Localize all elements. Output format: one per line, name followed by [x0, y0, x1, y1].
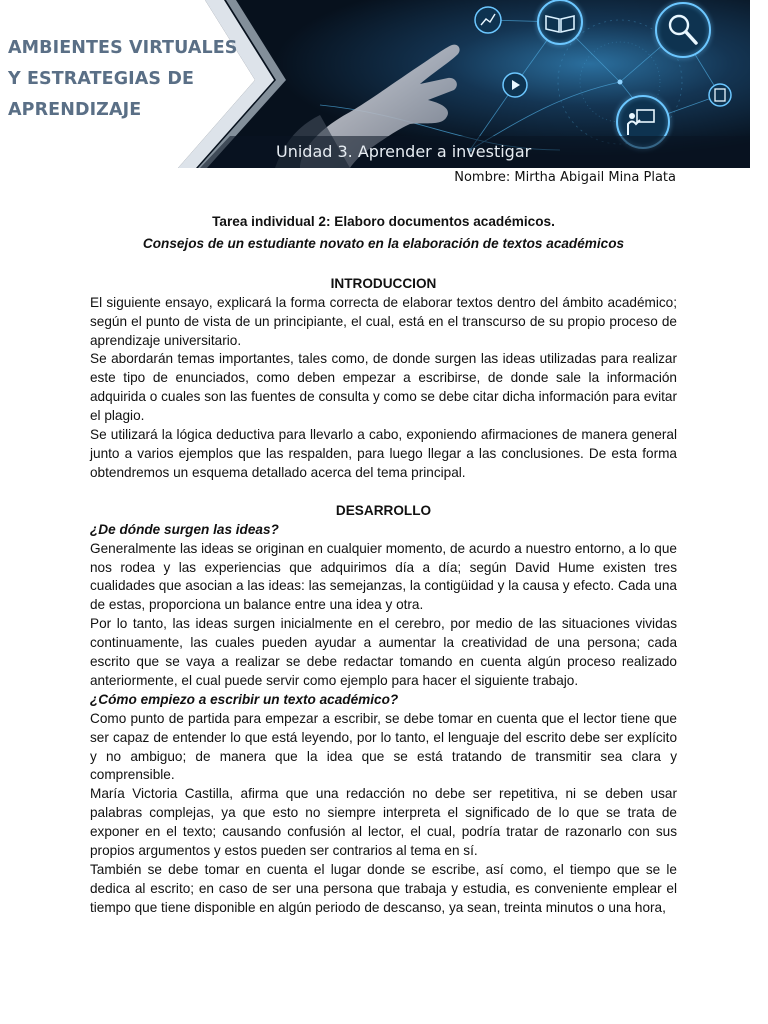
course-title-line-2: Y ESTRATEGIAS DE: [8, 69, 195, 89]
document-icon: [709, 84, 731, 106]
student-name: Nombre: Mirtha Abigail Mina Plata: [454, 170, 676, 185]
introduction-paragraph: El siguiente ensayo, explicará la forma correcta de elaborar textos dentro del ámbito académico; según el punto de vista de un principiante, el cual, está en el transcurso de su propio proceso de aprendizaje universitario.: [90, 294, 677, 348]
task-title: Tarea individual 2: Elaboro documentos académicos.: [212, 214, 555, 229]
task-subtitle: Consejos de un estudiante novato en la elaboración de textos académicos: [142, 235, 625, 251]
book-icon: [538, 0, 582, 44]
course-title: [8, 33, 238, 126]
question-heading: ¿Cómo empiezo a escribir un texto académico?: [90, 691, 399, 707]
introduction-paragraph: Se utilizará la lógica deductiva para llevarlo a cabo, exponiendo afirmaciones de manera general junto a varios ejemplos que las respalden, para luego llegar a las conclusiones. De esta forma obtendremos un esquema detallado acerca del tema principal.: [90, 427, 677, 480]
unit-label: Unidad 3. Aprender a investigar: [276, 142, 532, 161]
question-heading: ¿De dónde surgen las ideas?: [90, 521, 279, 537]
course-title-line-3: APRENDIZAJE: [8, 100, 142, 120]
development-paragraph: Como punto de partida para empezar a escribir, se debe tomar en cuenta que el lector tiene que ser capaz de entender lo que está leyendo, por lo tanto, el lenguaje del escrito debe ser explícito y no ambiguo; de manera que la idea que se está tratando de transmitir sea clara y comprensible.: [90, 710, 677, 783]
magnifier-icon: [656, 3, 710, 57]
development-paragraph: Por lo tanto, las ideas surgen inicialmente en el cerebro, por medio de las situaciones vividas continuamente, las cuales pueden ayudar a aumentar la creatividad de una persona; cada escrito que se vaya a realizar se debe redactar tomando en cuenta algún proceso realizado anteriormente, el cual puede servir como ejemplo para hacer el siguiente trabajo.: [90, 616, 677, 688]
development-paragraph: María Victoria Castilla, afirma que una redacción no debe ser repetitiva, ni se deben usar palabras complejas, ya que esto no siempre interpreta el significado de lo que se trata de exponer en el texto; causando confusión al lector, el cual, podría tratar de razonarlo con sus propios argumentos y estos pueden ser contrarios al tema en sí.: [90, 786, 677, 859]
document-body: [90, 213, 677, 918]
introduction-paragraph: Se abordarán temas importantes, tales como, de donde surgen las ideas utilizadas para realizar este tipo de enunciados, como deben empezar a escribirse, de donde sale la información adquirida o cuales son las fuentes de consulta y como se debe citar dicha información para evitar el plagio.: [90, 351, 677, 424]
development-paragraph: Generalmente las ideas se originan en cualquier momento, de acurdo a nuestro entorno, a lo que nos rodea y las experiencias que adquirimos día a día; según David Hume existen tres cualidades que asocian a las ideas: las semejanzas, la contigüidad y la causa y efecto. Cada una de estas, proporciona un balance entre una idea y otra.: [90, 540, 677, 613]
introduction-heading: INTRODUCCION: [330, 275, 437, 291]
header-banner: [0, 0, 768, 168]
course-title-line-1: AMBIENTES VIRTUALES: [8, 38, 238, 58]
chart-icon: [475, 7, 501, 33]
development-heading: DESARROLLO: [335, 502, 432, 518]
development-paragraph: También se debe tomar en cuenta el lugar donde se escribe, así como, el tiempo que se le dedica al escrito; en caso de ser una persona que trabaja y estudia, es conveniente emplear el tiempo que tiene disponible en algún periodo de descanso, ya sean, treinta minutos o una hora,: [90, 862, 677, 915]
video-icon: [503, 73, 527, 97]
